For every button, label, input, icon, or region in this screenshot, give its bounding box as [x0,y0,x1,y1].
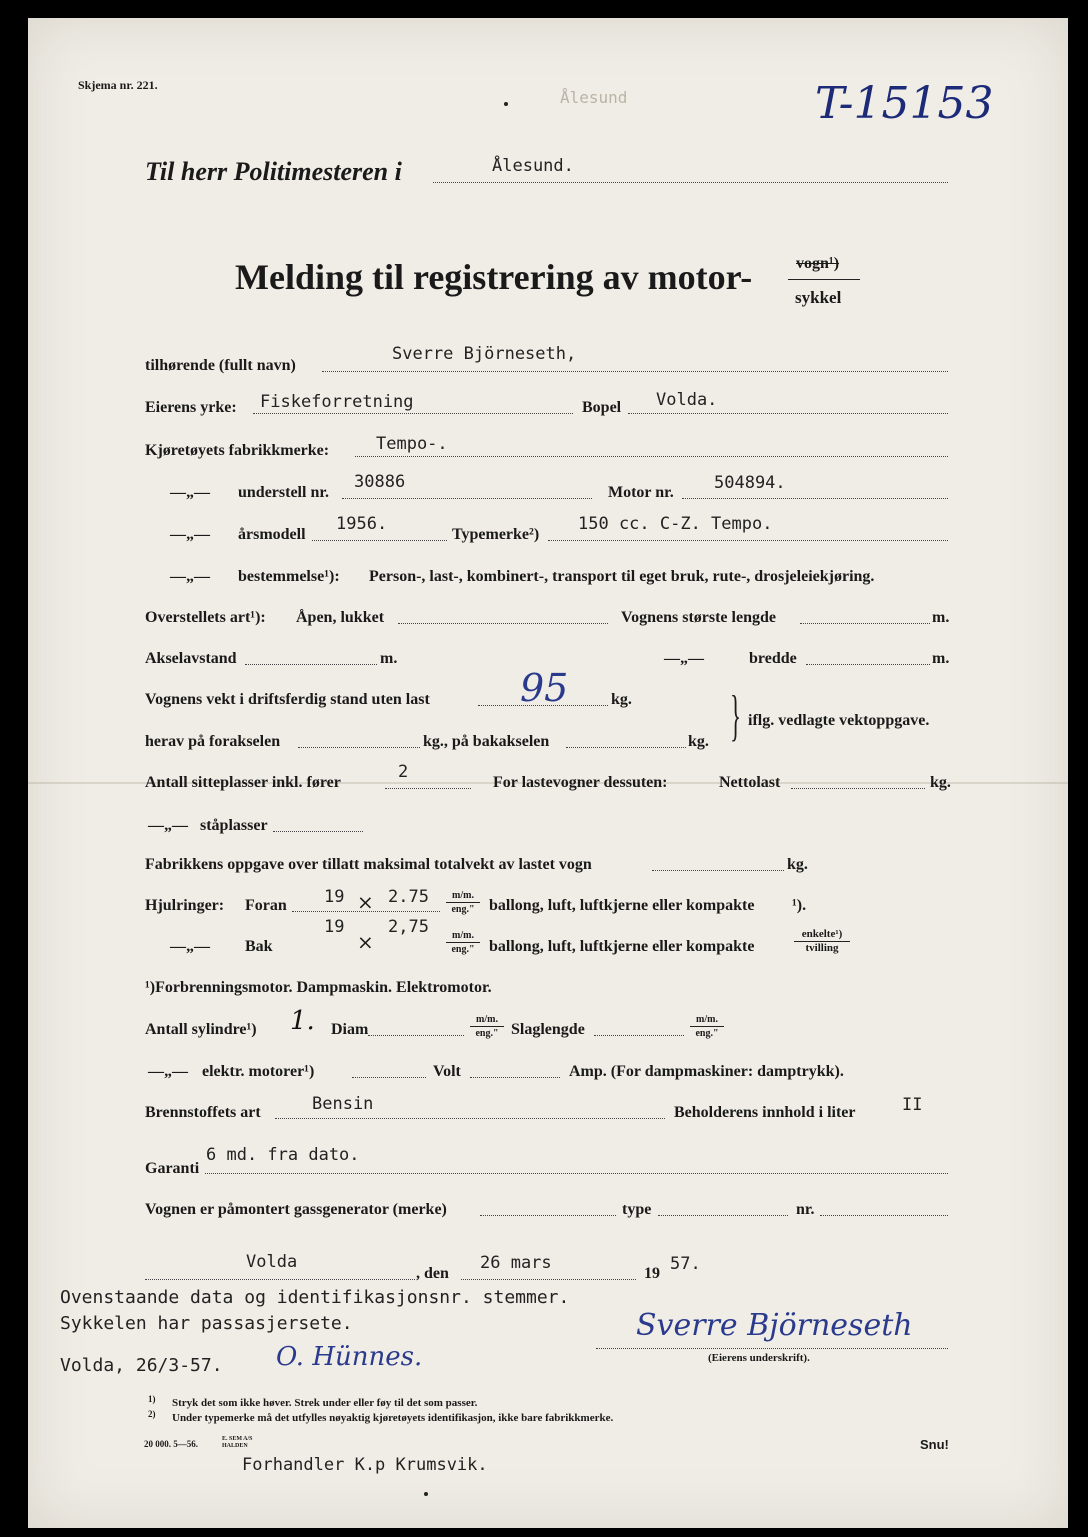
seats-label: Antall sitteplasser inkl. fører [145,774,341,791]
gas-line [480,1215,616,1216]
make-label: Kjøretøyets fabrikkmerke: [145,442,330,459]
body-label: Overstellets art¹): [145,609,266,626]
make-line [355,456,948,457]
fuel-label: Brennstoffets art [145,1104,261,1121]
dot-mark [504,102,508,106]
body-value: Åpen, lukket [296,609,385,626]
ditto-mark: —„— [148,817,188,834]
front-axle-label: herav på forakselen [145,733,281,750]
times-sign: × [357,930,374,954]
gas-nr-line [820,1215,948,1216]
footnote-2: Under typemerke må det utfylles nøyaktig kjøretøyets identifikasjon, ikke bare fabrikkmerke. [172,1412,614,1424]
occupation-label: Eierens yrke: [145,399,237,416]
gas-nr-label: nr. [796,1201,815,1218]
mm-eng-fraction: m/m. eng." [470,1013,504,1040]
warranty-label: Garanti [145,1160,200,1177]
volt-label: Volt [433,1063,461,1080]
year-line [312,540,447,541]
brace: } [730,685,741,747]
place-line [145,1279,415,1280]
single-twin-fraction: enkelte¹) tvilling [794,928,850,955]
cylinders-value: 1. [290,1006,315,1036]
rear-tire-b: 2,75 [388,917,429,937]
body-line [398,623,608,624]
unit-m: m. [380,650,398,667]
handwritten-reference: T-15153 [815,78,994,129]
engine-types: ¹)Forbrenningsmotor. Dampmaskin. Elektromotor. [145,979,492,996]
to-label: Til herr Politimesteren i [145,157,402,186]
unit-m: m. [932,650,950,667]
amp-label: Amp. (For dampmaskiner: damptrykk). [569,1063,844,1080]
footnote-mark: 2) [148,1409,156,1419]
turn-over: Snu! [920,1437,949,1452]
netload-line [791,788,925,789]
maxweight-label: Fabrikkens oppgave over tillatt maksimal totalvekt av lastet vogn [145,856,592,873]
rear-label: Bak [245,938,273,955]
owner-signature-label: (Eierens underskrift). [708,1352,810,1364]
standing-line [273,831,363,832]
occupation-line [253,413,573,414]
warranty-line [205,1173,948,1174]
place-value: Volda [246,1252,298,1272]
stroke-line [594,1035,684,1036]
make-value: Tempo-. [376,434,448,454]
unit-kg: kg. [787,856,808,873]
den-label: , den [416,1265,449,1282]
warranty-value: 6 md. fra dato. [206,1145,360,1165]
seats-line [385,788,471,789]
year-value: 1956. [336,514,388,534]
rear-axle-label: kg., på bakakselen [423,733,550,750]
owner-label: tilhørende (fullt navn) [145,357,296,374]
type-line [548,540,948,541]
owner-value: Sverre Björneseth, [392,344,577,364]
unit-kg: kg. [688,733,709,750]
inspector-signature: O. Hünnes. [276,1342,423,1372]
mm-eng-fraction: m/m. eng." [690,1013,724,1040]
residence-value: Volda. [656,390,718,410]
type-label: Typemerke²) [452,526,540,543]
footnote-1: Stryk det som ikke høver. Strek under eller føy til det som passer. [172,1397,478,1409]
elmotor-label: elektr. motorer¹) [202,1063,315,1080]
rear-tire-a: 19 [324,917,345,937]
diam-label: Diam [331,1021,369,1038]
unit-kg: kg. [611,691,632,708]
to-line [433,182,948,183]
motor-value: 504894. [714,473,786,493]
elmotor-line [352,1077,426,1078]
fuel-line [275,1118,665,1119]
wheelbase-line [245,664,377,665]
year-prefix: 19 [644,1265,660,1282]
length-label: Vognens største lengde [621,609,776,626]
owner-signature: Sverre Björneseth [636,1308,913,1343]
footnote-ref: ¹). [792,897,807,914]
width-label: bredde [749,650,797,667]
wheels-label: Hjulringer: [145,897,225,914]
maxweight-line [652,870,784,871]
stamp-line-3: Volda, 26/3-57. [60,1355,223,1376]
residence-label: Bopel [582,399,622,416]
occupation-value: Fiskeforretning [260,392,414,412]
ghost-text: Ålesund [560,88,628,107]
year-suffix: 57. [670,1254,701,1274]
purpose-value: Person-, last-, kombinert-, transport til eget bruk, rute-, drosjeleiekjøring. [369,568,875,585]
ditto-mark: —„— [170,484,210,501]
date-line [461,1279,636,1280]
weight-label: Vognens vekt i driftsferdig stand uten last [145,691,430,708]
title-fraction-line [788,279,860,280]
dot-mark [424,1492,428,1496]
times-sign: × [357,890,374,914]
purpose-label: bestemmelse¹): [238,568,340,585]
gas-type-line [658,1215,788,1216]
ditto-mark: —„— [170,526,210,543]
ditto-mark: —„— [170,938,210,955]
cylinders-label: Antall sylindre¹) [145,1021,257,1038]
front-tire-a: 19 [324,887,345,907]
brace-note: iflg. vedlagte vektoppgave. [748,712,930,729]
width-line [806,664,930,665]
printer: E. SEM A/S HALDEN [222,1436,253,1449]
gas-label: Vognen er påmontert gassgenerator (merke) [145,1201,447,1218]
front-tire-b: 2.75 [388,887,429,907]
print-info: 20 000. 5—56. [144,1439,198,1449]
standing-label: ståplasser [200,817,268,834]
mm-eng-fraction: m/m. eng." [446,929,480,956]
length-line [800,623,930,624]
footnote-mark: 1) [148,1394,156,1404]
diam-line [368,1035,464,1036]
weight-value: 95 [520,666,569,710]
gas-type-label: type [622,1201,652,1218]
chassis-value: 30886 [354,472,406,492]
date-value: 26 mars [480,1253,552,1273]
tire-types: ballong, luft, luftkjerne eller kompakte [489,897,755,914]
stroke-label: Slaglengde [511,1021,585,1038]
ditto-mark: —„— [148,1063,188,1080]
front-axle-line [298,747,420,748]
stamp-line-2: Sykkelen har passasjersete. [60,1313,353,1334]
chassis-line [342,498,592,499]
type-value: 150 cc. C-Z. Tempo. [578,514,773,534]
unit-m: m. [932,609,950,626]
wheelbase-label: Akselavstand [145,650,237,667]
tire-types: ballong, luft, luftkjerne eller kompakte [489,938,755,955]
stamp-line-1: Ovenstaande data og identifikasjonsnr. stemmer. [60,1287,570,1308]
netload-label: Nettolast [719,774,781,791]
form-number: Skjema nr. 221. [78,78,158,92]
mm-eng-fraction: m/m. eng." [446,889,480,916]
signature-line [596,1348,948,1349]
residence-line [628,413,948,414]
front-label: Foran [245,897,287,914]
tank-value: II [902,1095,923,1115]
motor-label: Motor nr. [608,484,674,501]
fuel-value: Bensin [312,1094,374,1114]
volt-line [470,1077,560,1078]
truck-label: For lastevogner dessuten: [493,774,668,791]
to-value: Ålesund. [492,156,574,176]
dealer-line: Forhandler K.p Krumsvik. [242,1455,488,1475]
form-title: Melding til registrering av motor- [235,257,753,297]
owner-line [322,371,948,372]
seats-value: 2 [398,762,409,782]
title-sub-option: sykkel [795,288,842,307]
tank-label: Beholderens innhold i liter [674,1104,856,1121]
ditto-mark: —„— [170,568,210,585]
unit-kg: kg. [930,774,951,791]
ditto-mark: —„— [664,650,704,667]
title-struck-option: vogn¹) [796,255,840,272]
rear-axle-line [566,747,686,748]
chassis-label: understell nr. [238,484,329,501]
motor-line [682,498,948,499]
year-label: årsmodell [238,526,306,543]
